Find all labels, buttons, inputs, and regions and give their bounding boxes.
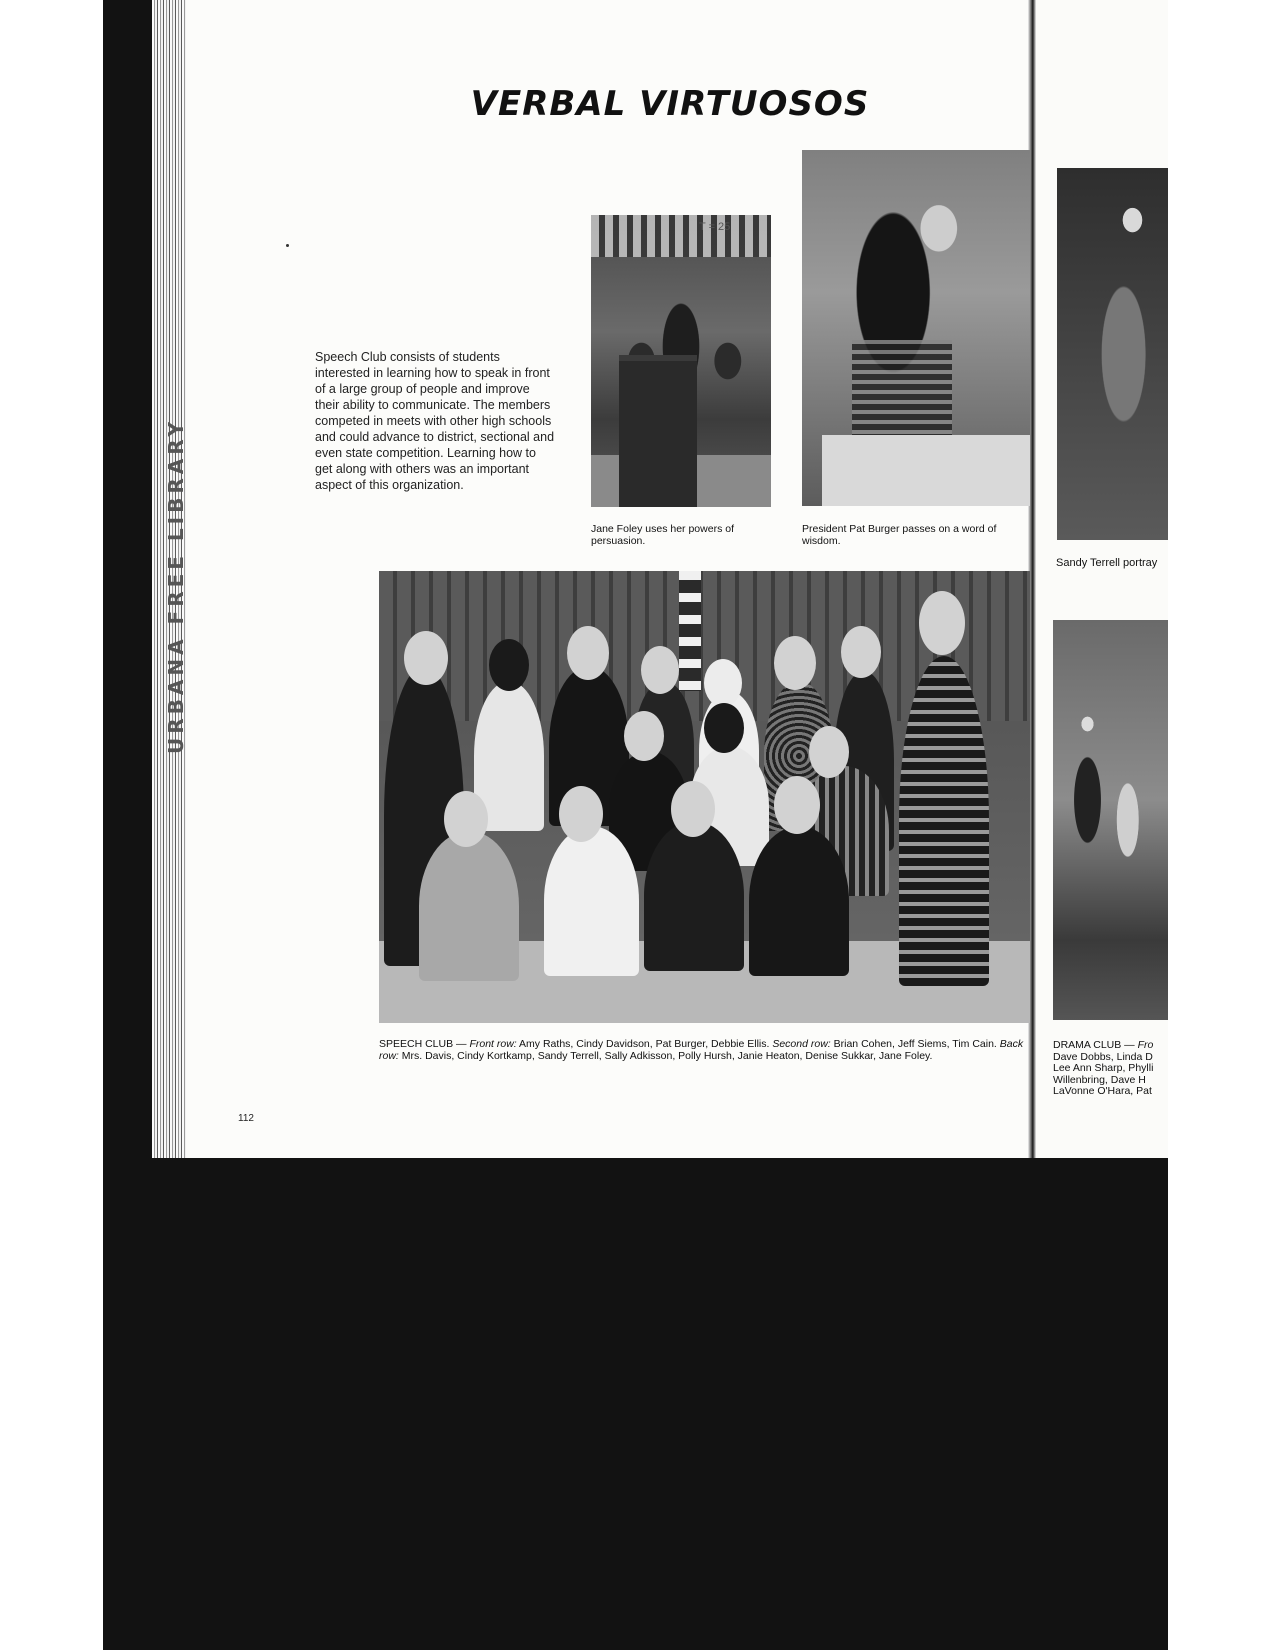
photo-jane-foley-lectern: [591, 215, 771, 507]
caption-second-label: Second row:: [772, 1038, 831, 1050]
group-member-head: [704, 659, 742, 707]
group-member: [899, 656, 989, 986]
group-member-head: [919, 591, 965, 655]
group-member-head: [404, 631, 448, 685]
photo-pat-burger: [802, 150, 1030, 506]
caption-jane-foley: Jane Foley uses her powers of persuasion.: [591, 523, 734, 547]
drama-caption-label: Fro: [1137, 1040, 1154, 1051]
drama-club-caption: [1053, 1040, 1168, 1098]
photo-sign: T = 25: [699, 221, 731, 233]
photo-lectern: [619, 355, 697, 507]
caption-front-label: Front row:: [469, 1038, 517, 1050]
group-member-head: [809, 726, 849, 778]
group-member: [749, 826, 849, 976]
drama-caption-line: Lee Ann Sharp, Phylli: [1053, 1062, 1154, 1074]
photo-drama-club: [1053, 620, 1168, 1020]
caption-back-names: Mrs. Davis, Cindy Kortkamp, Sandy Terrell, Sally Adkisson, Polly Hursh, Janie Heaton, Denise Sukkar, Jane Foley.: [398, 1049, 933, 1062]
photo-speech-club-group: [379, 571, 1030, 1023]
group-member-head: [489, 639, 529, 691]
caption-club-name: SPEECH CLUB —: [379, 1038, 470, 1050]
drama-caption-line: Willenbring, Dave H: [1053, 1073, 1146, 1086]
group-member: [419, 831, 519, 981]
caption-front-names: Amy Raths, Cindy Davidson, Pat Burger, Debbie Ellis.: [516, 1038, 773, 1050]
photo-sandy-terrell: [1057, 168, 1168, 540]
photo-ceiling-lights: [679, 571, 701, 691]
drama-caption-club: DRAMA CLUB —: [1053, 1040, 1138, 1051]
group-member-head: [641, 646, 679, 694]
intro-paragraph: Speech Club consists of students interested in learning how to speak in front of a large group of people and improve their ability to communicate. The members competed in meets with other high schools and could advance to district, sectional and even state competition. Learning how to get along with others was an important aspect of this organization.: [315, 350, 555, 492]
group-member-head: [671, 781, 715, 837]
drama-caption-line: LaVonne O'Hara, Pat: [1053, 1085, 1152, 1097]
caption-pat-burger: President Pat Burger passes on a word of wisdom.: [802, 523, 997, 547]
caption-sandy-terrell: Sandy Terrell portray: [1056, 557, 1158, 569]
photo-desk: [822, 435, 1030, 506]
photo-backdrop: [591, 215, 771, 257]
scan-speck: [286, 244, 289, 247]
caption-second-names: Brian Cohen, Jeff Siems, Tim Cain.: [830, 1038, 1000, 1050]
group-member-head: [774, 636, 816, 690]
group-member-head: [624, 711, 664, 761]
group-member-head: [567, 626, 609, 680]
group-member-head: [841, 626, 881, 678]
library-stamp: URBANA FREE LIBRARY: [164, 418, 188, 754]
caption-back-label: Back row:: [379, 1038, 1024, 1062]
group-member-head: [704, 703, 744, 753]
drama-caption-line: Dave Dobbs, Linda D: [1053, 1050, 1153, 1063]
group-member: [544, 826, 639, 976]
group-member-head: [444, 791, 488, 847]
photo-plaid-shirt: [852, 340, 952, 450]
group-member: [644, 821, 744, 971]
group-member-head: [559, 786, 603, 842]
page-title: VERBAL VIRTUOSOS: [470, 84, 870, 124]
page-number: 112: [238, 1113, 254, 1124]
speech-club-caption: [379, 1039, 1031, 1062]
group-member-head: [774, 776, 820, 834]
